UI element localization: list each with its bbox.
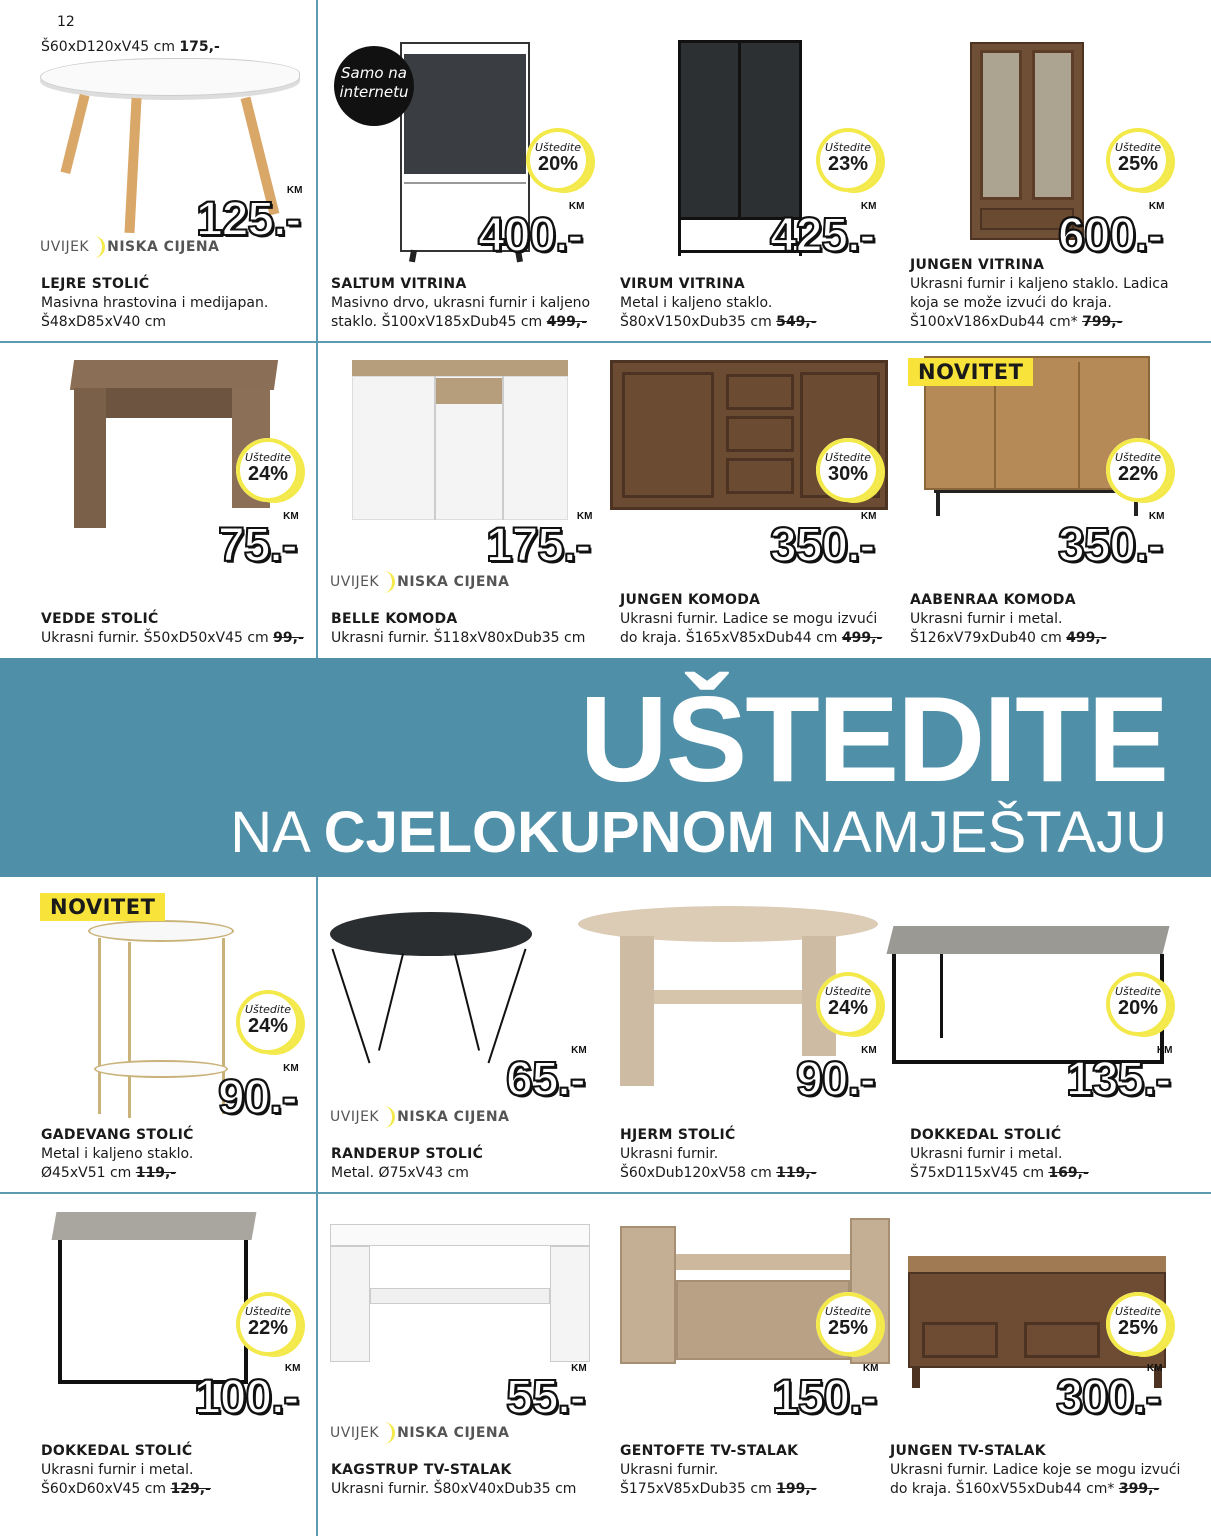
price-tag: 300.- KM [1056, 1363, 1163, 1424]
savings-badge: Uštedite 24% [236, 438, 300, 502]
savings-badge: Uštedite 22% [1106, 438, 1170, 502]
price-tag: 135.- KM [1066, 1045, 1173, 1106]
product-name[interactable]: DOKKEDAL STOLIĆ [910, 1127, 1062, 1143]
savings-badge: Uštedite 30% [816, 438, 880, 502]
product-name[interactable]: VIRUM VITRINA [620, 276, 746, 292]
novitet-badge: NOVITET [40, 893, 165, 921]
price-tag: 100.- KM [194, 1363, 301, 1424]
product-image-randerup[interactable] [330, 912, 534, 1072]
price-tag: 350.- KM [770, 511, 877, 572]
product-description: Ukrasni furnir i metal. Š75xD115xV45 cm 169,- [910, 1146, 1089, 1181]
online-only-bubble: Samo na internetu [334, 46, 414, 126]
product-name[interactable]: GADEVANG STOLIĆ [41, 1127, 194, 1143]
price-tag: 55.- KM [506, 1363, 587, 1424]
price-tag: 175.- KM [486, 511, 593, 572]
banner-title: UŠTEDITE [579, 671, 1167, 807]
product-description: Metal. Ø75xV43 cm [331, 1165, 469, 1181]
product-description: Ukrasni furnir i kaljeno staklo. Ladica koja se može izvući do kraja. Š100xV186xDub44 cm* 799,- [910, 276, 1169, 330]
product-name[interactable]: JUNGEN KOMODA [620, 592, 761, 608]
product-description: Ukrasni furnir. Š80xV40xDub35 cm [331, 1481, 577, 1497]
product-description: Ukrasni furnir. Ladice se mogu izvući do kraja. Š165xV85xDub44 cm 499,- [620, 611, 883, 646]
savings-badge: Uštedite 24% [816, 972, 880, 1036]
product-description: Ukrasni furnir. Š118xV80xDub35 cm [331, 630, 586, 646]
divider [0, 1192, 1211, 1194]
price-tag: 425.- KM [770, 201, 877, 262]
price-tag: 150.- KM [772, 1363, 879, 1424]
price-tag: 75.- KM [218, 511, 299, 572]
product-name[interactable]: SALTUM VITRINA [331, 276, 467, 292]
product-description: Metal i kaljeno staklo. Ø45xV51 cm 119,- [41, 1146, 194, 1181]
product-description: Ukrasni furnir i metal. Š126xV79xDub40 cm 499,- [910, 611, 1107, 646]
product-image-gadevang[interactable] [88, 920, 234, 1118]
savings-badge: Uštedite 25% [1106, 128, 1170, 192]
top-note: Š60xD120xV45 cm 175,- [41, 39, 220, 55]
product-name[interactable]: LEJRE STOLIĆ [41, 276, 150, 292]
savings-badge: Uštedite 24% [236, 990, 300, 1054]
always-low-price-logo: UVIJEK NISKA CIJENA [330, 571, 509, 593]
novitet-badge: NOVITET [908, 358, 1033, 386]
always-low-price-logo: UVIJEK NISKA CIJENA [40, 236, 219, 258]
product-description: Metal i kaljeno staklo. Š80xV150xDub35 cm 549,- [620, 295, 817, 330]
always-low-price-logo: UVIJEK NISKA CIJENA [330, 1106, 509, 1128]
product-name[interactable]: RANDERUP STOLIĆ [331, 1146, 484, 1162]
product-name[interactable]: JUNGEN TV-STALAK [890, 1443, 1046, 1459]
price-tag: 65.- KM [506, 1045, 587, 1106]
price-tag: 90.- KM [796, 1045, 877, 1106]
savings-badge: Uštedite 25% [1106, 1292, 1170, 1356]
product-name[interactable]: KAGSTRUP TV-STALAK [331, 1462, 512, 1478]
promo-banner [0, 658, 1211, 877]
product-description: Ukrasni furnir. Š60xDub120xV58 cm 119,- [620, 1146, 817, 1181]
product-description: Ukrasni furnir i metal. Š60xD60xV45 cm 129,- [41, 1462, 211, 1497]
divider [0, 341, 1211, 343]
product-name[interactable]: BELLE KOMODA [331, 611, 458, 627]
product-image-kagstrup[interactable] [330, 1224, 592, 1364]
product-name[interactable]: HJERM STOLIĆ [620, 1127, 736, 1143]
product-description: Ukrasni furnir. Ladice koje se mogu izvući do kraja. Š160xV55xDub44 cm* 399,- [890, 1462, 1181, 1497]
price-tag: 600.- KM [1058, 201, 1165, 262]
product-description: Masivno drvo, ukrasni furnir i kaljeno staklo. Š100xV185xDub45 cm 499,- [331, 295, 591, 330]
product-image-dokkedal-small[interactable] [54, 1212, 258, 1388]
divider [316, 877, 318, 1536]
price-tag: 350.- KM [1058, 511, 1165, 572]
price-tag: 90.- KM [218, 1063, 299, 1124]
product-name[interactable]: AABENRAA KOMODA [910, 592, 1076, 608]
divider [316, 0, 318, 658]
product-name[interactable]: GENTOFTE TV-STALAK [620, 1443, 799, 1459]
product-name[interactable]: DOKKEDAL STOLIĆ [41, 1443, 193, 1459]
savings-badge: Uštedite 20% [526, 128, 590, 192]
product-name[interactable]: JUNGEN VITRINA [910, 257, 1045, 273]
product-name[interactable]: VEDDE STOLIĆ [41, 611, 159, 627]
savings-badge: Uštedite 23% [816, 128, 880, 192]
product-description: Ukrasni furnir. Š50xD50xV45 cm 99,- [41, 630, 304, 646]
always-low-price-logo: UVIJEK NISKA CIJENA [330, 1422, 509, 1444]
savings-badge: Uštedite 25% [816, 1292, 880, 1356]
price-tag: 125.- KM [196, 185, 303, 246]
savings-badge: Uštedite 20% [1106, 972, 1170, 1036]
banner-subtitle: NA CJELOKUPNOM NAMJEŠTAJU [230, 800, 1167, 865]
page-number: 12 [57, 14, 75, 30]
savings-badge: Uštedite 22% [236, 1292, 300, 1356]
product-image-belle[interactable] [352, 360, 570, 522]
product-description: Masivna hrastovina i medijapan. Š48xD85xV40 cm [41, 295, 269, 330]
product-description: Ukrasni furnir. Š175xV85xDub35 cm 199,- [620, 1462, 817, 1497]
price-tag: 400.- KM [478, 201, 585, 262]
